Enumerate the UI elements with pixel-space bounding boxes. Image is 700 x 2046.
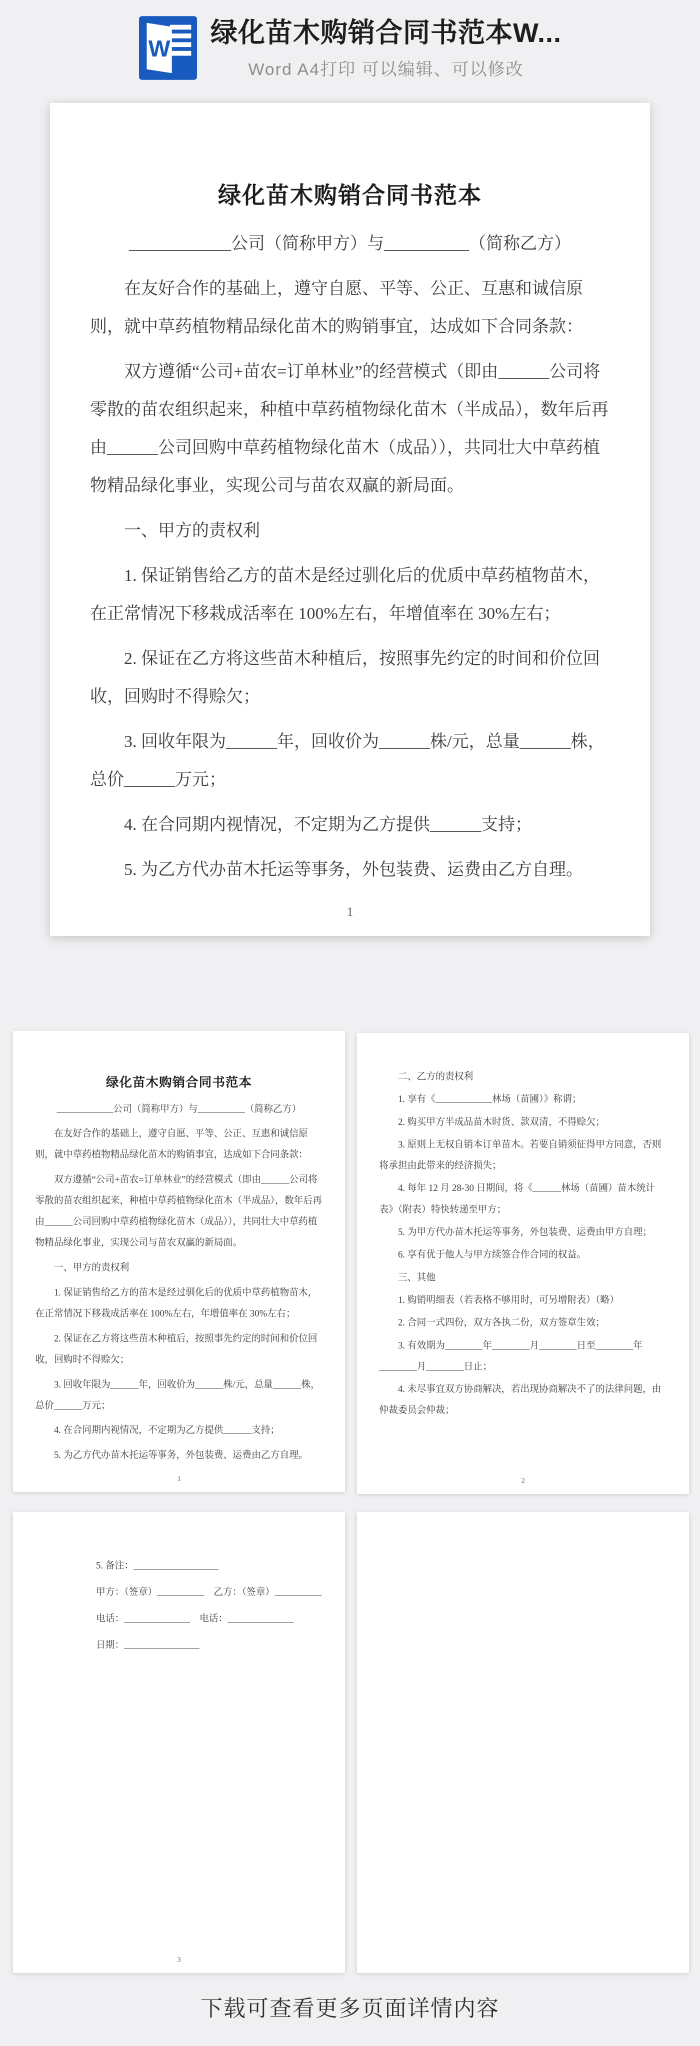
phone-line: 电话：______________ 电话：______________ xyxy=(95,1613,294,1624)
doc-title: 绿化苗木购销合同书范本W... xyxy=(210,17,562,48)
intro-paragraph: 在友好合作的基础上，遵守自愿、平等、公正、互惠和诚信原则，就中草药植物精品绿化苗木的购销事宜，达成如下合同条款： xyxy=(35,1128,308,1160)
clause: 6. 享有优于他人与甲方续签合作合同的权益。 xyxy=(397,1249,587,1260)
clause: 1. 保证销售给乙方的苗木是经过驯化后的优质中草药植物苗木，在正常情况下移栽成活率在 100%左右，年增值率在 30%左右； xyxy=(90,566,600,623)
page-number: 2 xyxy=(521,1476,525,1485)
clause: 3. 回收年限为______年，回收价为______株/元，总量______株，总价______万元； xyxy=(90,732,605,789)
clause: 1. 享有《____________林场（苗圃）》称谓； xyxy=(397,1093,582,1105)
mode-paragraph: 双方遵循“公司+苗农=订单林业”的经营模式（即由______公司将零散的苗农组织起来，种植中草药植物绿化苗木（半成品），数年后再由______公司回购中草药植物绿化苗木（成品）），共同壮大中草药植物精品绿化事业，实现公司与苗农双赢的新局面。 xyxy=(35,1174,323,1248)
clause: 5. 为乙方代办苗木托运等事务，外包装费、运费由乙方自理。 xyxy=(124,860,583,879)
doc-subtitle: Word A4打印 可以编辑、可以修改 xyxy=(248,59,524,79)
clause: 3. 原则上无权自销本订单苗木。若要自销须征得甲方同意，否则将承担由此带来的经济损失； xyxy=(379,1139,662,1171)
clause: 3. 有效期为________年________月________日至________年________月________日止； xyxy=(379,1340,643,1372)
section-2-heading: 二、乙方的责权利 xyxy=(397,1071,474,1082)
date-line: 日期：________________ xyxy=(95,1639,200,1651)
page-3-thumb-page xyxy=(13,1512,345,1973)
doc-header-text xyxy=(211,17,562,80)
more-pages-caption: 下载可查看更多页面详情内容 xyxy=(200,1996,500,2021)
section-3-heading: 三、其他 xyxy=(397,1272,436,1283)
contract-title: 绿化苗木购销合同书范本 xyxy=(105,1074,253,1090)
page-4-thumb-page xyxy=(357,1512,689,1973)
clause: 2. 保证在乙方将这些苗木种植后，按照事先约定的时间和价位回收，回购时不得赊欠； xyxy=(35,1333,318,1365)
contract-title: 绿化苗木购销合同书范本 xyxy=(218,182,482,208)
clause: 4. 每年 12 月 28-30 日期间，将《______林场（苗圃）苗木统计表》（附表）特快转递至甲方； xyxy=(379,1182,656,1215)
note-line: 5. 备注：__________________ xyxy=(95,1560,219,1571)
page-3-thumbnail[interactable] xyxy=(13,1512,345,1973)
page-2-thumbnail[interactable] xyxy=(357,1033,690,1494)
word-icon xyxy=(139,16,197,80)
page-1-thumb-page xyxy=(13,1031,345,1492)
clause: 1. 购销明细表（若表格不够用时，可另增附表）（略） xyxy=(397,1294,619,1306)
clause: 3. 回收年限为______年，回收价为______株/元，总量______株，总价______万元； xyxy=(35,1379,320,1411)
clause: 2. 保证在乙方将这些苗木种植后，按照事先约定的时间和价位回收，回购时不得赊欠； xyxy=(90,649,600,706)
clause: 4. 未尽事宜双方协商解决，若出现协商解决不了的法律问题，由仲裁委员会仲裁； xyxy=(379,1383,662,1416)
intro-paragraph: 在友好合作的基础上，遵守自愿、平等、公正、互惠和诚信原则，就中草药植物精品绿化苗木的购销事宜，达成如下合同条款： xyxy=(90,279,583,336)
doc-header xyxy=(0,0,700,96)
clause: 2. 合同一式四份，双方各执二份，双方签章生效； xyxy=(397,1317,605,1328)
clause: 2. 购买甲方半成品苗木时货、款双清，不得赊欠； xyxy=(397,1116,605,1128)
clause: 5. 为乙方代办苗木托运等事务，外包装费、运费由乙方自理。 xyxy=(53,1449,308,1461)
section-1-heading: 一、甲方的责权利 xyxy=(53,1262,130,1273)
mode-paragraph: 双方遵循“公司+苗农=订单林业”的经营模式（即由______公司将零散的苗农组织起来，种植中草药植物绿化苗木（半成品），数年后再由______公司回购中草药植物绿化苗木（成品）），共同壮大中草药植物精品绿化事业，实现公司与苗农双赢的新局面。 xyxy=(90,362,609,495)
clause: 4. 在合同期内视情况，不定期为乙方提供______支持； xyxy=(53,1424,280,1436)
page-4-thumbnail[interactable] xyxy=(357,1512,690,1973)
party-line: ____________公司（简称甲方）与__________（简称乙方） xyxy=(56,1103,302,1114)
page-1-thumbnail[interactable] xyxy=(13,1031,345,1492)
page-number: 1 xyxy=(346,904,354,919)
svg-text:W: W xyxy=(147,35,170,62)
page-number: 3 xyxy=(177,1955,181,1964)
party-line: ____________公司（简称甲方）与__________（简称乙方） xyxy=(129,234,571,253)
page-1-preview xyxy=(50,103,650,936)
section-1-heading: 一、甲方的责权利 xyxy=(124,521,260,540)
sign-line: 甲方：（签章）__________ 乙方：（签章）__________ xyxy=(95,1586,322,1598)
clause: 5. 为甲方代办苗木托运等事务，外包装费、运费由甲方自理； xyxy=(397,1226,652,1238)
clause: 1. 保证销售给乙方的苗木是经过驯化后的优质中草药植物苗木，在正常情况下移栽成活率在 100%左右，年增值率在 30%左右； xyxy=(35,1287,318,1319)
page-1-content xyxy=(50,103,650,889)
page-2-thumb-page xyxy=(357,1033,689,1494)
clause: 4. 在合同期内视情况，不定期为乙方提供______支持； xyxy=(124,815,532,834)
page-number: 1 xyxy=(177,1474,181,1483)
